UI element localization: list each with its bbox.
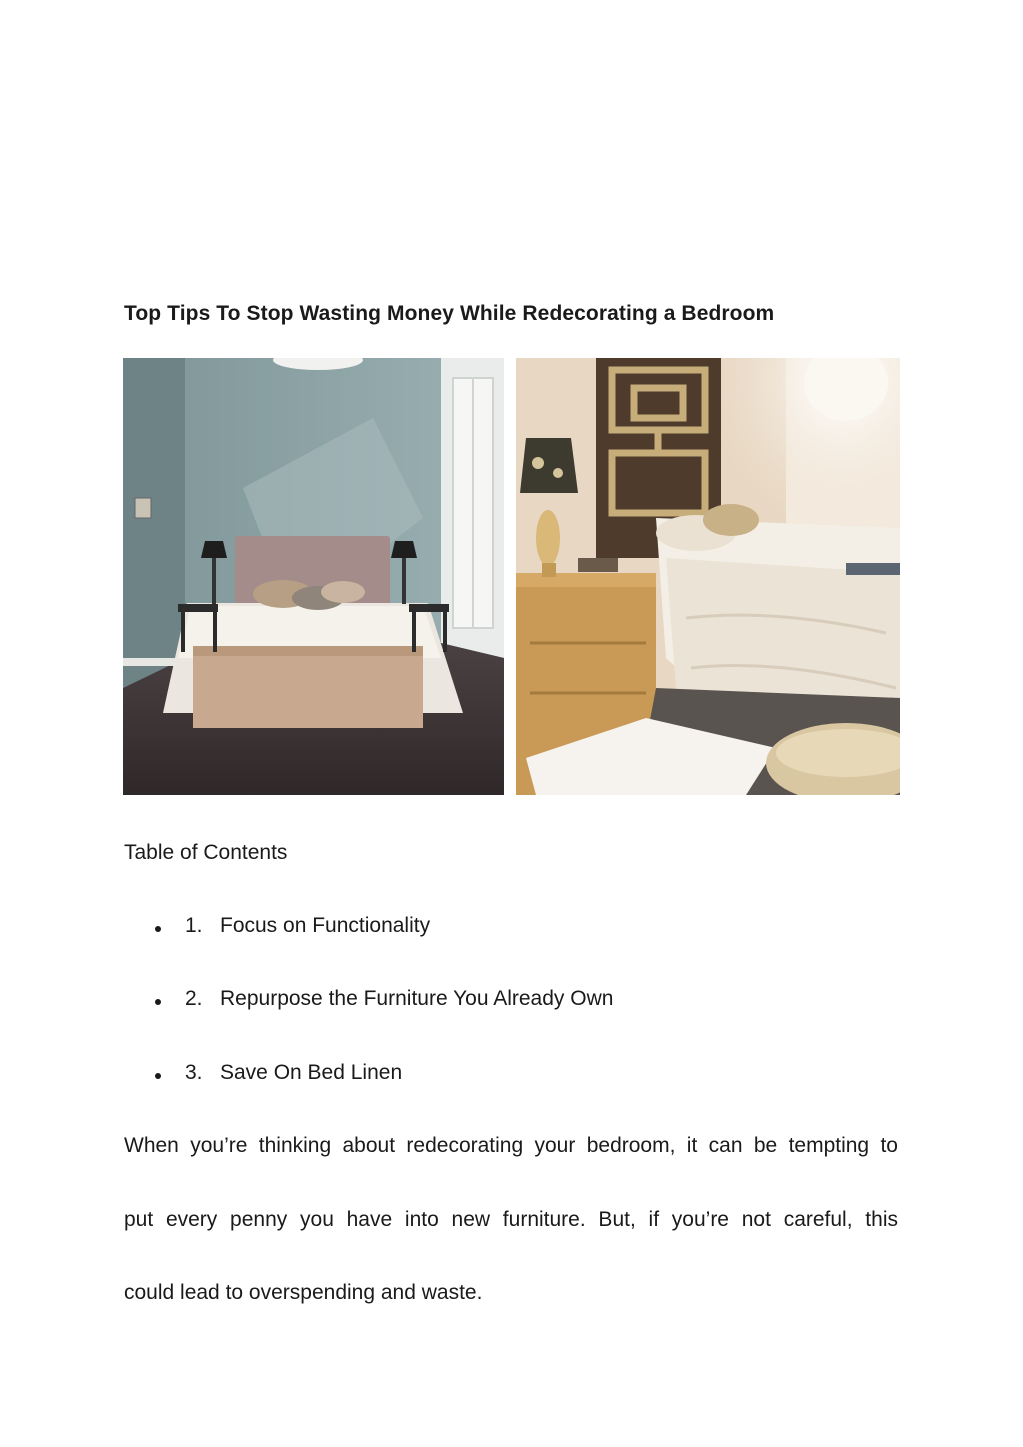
bedroom-photos — [123, 358, 900, 795]
toc-item-number: 3. — [185, 1061, 203, 1084]
bullet-icon — [155, 999, 161, 1005]
bullet-icon — [155, 1073, 161, 1079]
bedroom-photo-blue — [123, 358, 504, 795]
bedroom-photo-cream — [516, 358, 900, 795]
bedroom-photo-cream-image — [516, 358, 900, 795]
paragraph-line-1: When you’re thinking about redecorating your bedroom, it can be tempting to — [124, 1134, 898, 1157]
document-title: Top Tips To Stop Wasting Money While Redecorating a Bedroom — [124, 302, 775, 325]
toc-heading: Table of Contents — [124, 841, 288, 864]
toc-item-label[interactable]: Focus on Functionality — [220, 914, 431, 937]
toc-item-number: 2. — [185, 987, 203, 1010]
toc-item-label[interactable]: Save On Bed Linen — [220, 1061, 403, 1084]
paragraph-line-3: could lead to overspending and waste. — [124, 1281, 483, 1304]
bullet-icon — [155, 926, 161, 932]
paragraph-line-2: put every penny you have into new furniture. But, if you’re not careful, this — [124, 1208, 898, 1231]
toc-item-label[interactable]: Repurpose the Furniture You Already Own — [220, 987, 614, 1010]
toc-item-number: 1. — [185, 914, 203, 937]
bedroom-photo-blue-image — [123, 358, 504, 795]
